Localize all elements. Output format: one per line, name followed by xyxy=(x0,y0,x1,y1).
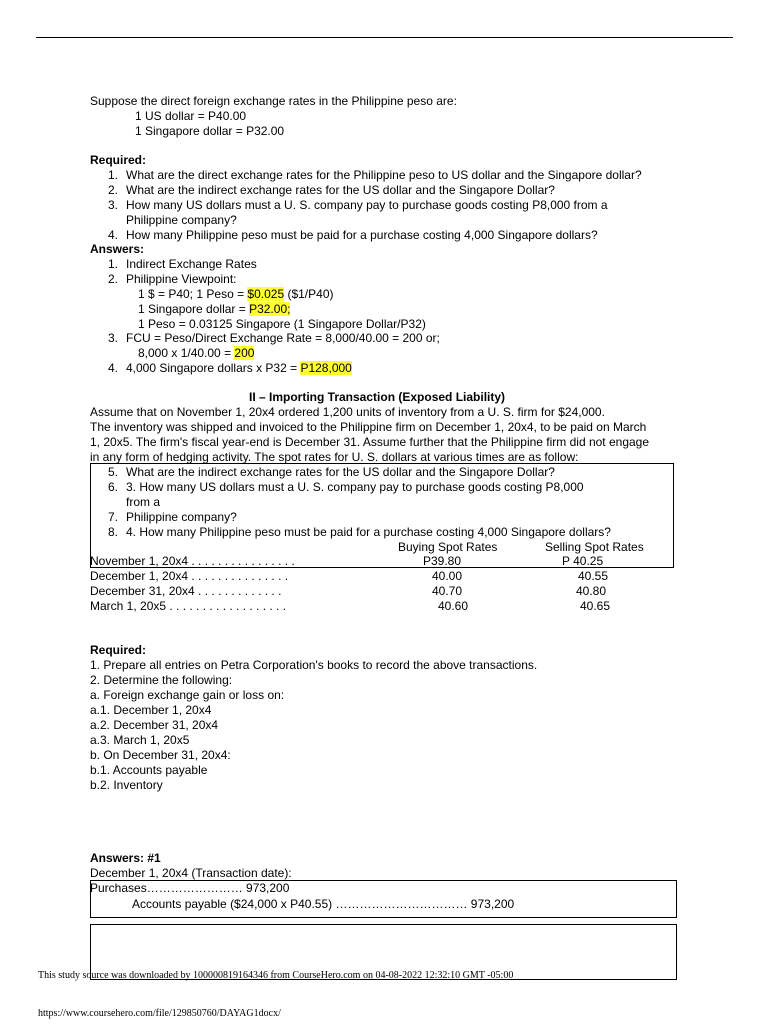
answer-item: 1. Indirect Exchange Rates xyxy=(107,257,257,271)
section-title: II – Importing Transaction (Exposed Liability) xyxy=(249,390,506,404)
required-line: a.3. March 1, 20x5 xyxy=(90,733,190,747)
rate-sell: P 40.25 xyxy=(562,554,604,568)
journal-credit: Accounts payable ($24,000 x P40.55) …………………………… 973,200 xyxy=(132,897,515,911)
paragraph-line: 1, 20x5. The firm's fiscal year-end is December 31. Assume further that the Philippine firm did not engage xyxy=(90,435,650,449)
highlight: $0.025 xyxy=(247,287,285,301)
required-line: 2. Determine the following: xyxy=(90,673,233,687)
answers-heading: Answers: #1 xyxy=(90,851,161,865)
required-item: 1. What are the direct exchange rates for the Philippine peso to US dollar and the Singapore dollar? xyxy=(107,168,642,182)
box-item: from a xyxy=(126,495,161,509)
top-rule xyxy=(36,37,733,38)
rate-buy: 40.70 xyxy=(432,584,463,598)
journal-debit: Purchases…………………… 973,200 xyxy=(90,881,290,895)
rate-date: November 1, 20x4 . . . . . . . . . . . . . . . . xyxy=(90,554,295,568)
intro-rate-usd: 1 US dollar = P40.00 xyxy=(135,109,247,123)
col-header-buying: Buying Spot Rates xyxy=(398,540,498,554)
highlight: 200 xyxy=(234,346,255,360)
rate-sell: 40.65 xyxy=(580,599,611,613)
box-item: 6. 3. How many US dollars must a U. S. company pay to purchase goods costing P8,000 xyxy=(107,480,584,494)
paragraph-line: in any form of hedging activity. The spot rates for U. S. dollars at various times are as follow: xyxy=(90,450,579,464)
rate-date: December 31, 20x4 . . . . . . . . . . . . . xyxy=(90,584,282,598)
rate-buy: 40.60 xyxy=(438,599,469,613)
rate-buy: 40.00 xyxy=(432,569,463,583)
source-url[interactable]: https://www.coursehero.com/file/129850760/DAYAG1docx/ xyxy=(38,1008,281,1019)
answer-line: 8,000 x 1/40.00 = 200 xyxy=(138,346,255,360)
required-item: 3. How many US dollars must a U. S. company pay to purchase goods costing P8,000 from a xyxy=(107,198,608,212)
rate-buy: P39.80 xyxy=(423,554,462,568)
rate-date: March 1, 20x5 . . . . . . . . . . . . . . . . . . xyxy=(90,599,287,613)
highlight: P32.00; xyxy=(249,302,291,316)
highlight: P128,000 xyxy=(300,361,352,375)
col-header-selling: Selling Spot Rates xyxy=(545,540,644,554)
download-notice: This study source was downloaded by 100000819164346 from CourseHero.com on 04-08-2022 12:32:10 GMT -05:00 xyxy=(38,970,514,981)
journal-date: December 1, 20x4 (Transaction date): xyxy=(90,866,292,880)
answer-item: 3. FCU = Peso/Direct Exchange Rate = 8,000/40.00 = 200 or; xyxy=(107,331,440,345)
required-line: a. Foreign exchange gain or loss on: xyxy=(90,688,285,702)
required-heading: Required: xyxy=(90,643,147,657)
answer-line: 1 Singapore dollar = P32.00; xyxy=(138,302,291,316)
intro-rate-sgd: 1 Singapore dollar = P32.00 xyxy=(135,124,285,138)
answers-heading: Answers: xyxy=(90,242,145,256)
required-line: a.2. December 31, 20x4 xyxy=(90,718,219,732)
answer-line: 1 Peso = 0.03125 Singapore (1 Singapore Dollar/P32) xyxy=(138,317,426,331)
required-line: b.2. Inventory xyxy=(90,778,163,792)
required-line: a.1. December 1, 20x4 xyxy=(90,703,212,717)
required-item: 4. How many Philippine peso must be paid for a purchase costing 4,000 Singapore dollars? xyxy=(107,228,598,242)
answer-item: 4. 4,000 Singapore dollars x P32 = P128,000 xyxy=(107,361,352,375)
answer-item: 2. Philippine Viewpoint: xyxy=(107,272,237,286)
intro-text: Suppose the direct foreign exchange rates in the Philippine peso are: xyxy=(90,94,457,108)
required-heading: Required: xyxy=(90,153,147,167)
required-line: b.1. Accounts payable xyxy=(90,763,208,777)
required-line: b. On December 31, 20x4: xyxy=(90,748,231,762)
box-item: 7. Philippine company? xyxy=(107,510,237,524)
required-item: Philippine company? xyxy=(126,213,237,227)
required-item: 2. What are the indirect exchange rates for the US dollar and the Singapore Dollar? xyxy=(107,183,555,197)
answer-line: 1 $ = P40; 1 Peso = $0.025 ($1/P40) xyxy=(138,287,334,301)
paragraph-line: The inventory was shipped and invoiced to the Philippine firm on December 1, 20x4, to be paid on March xyxy=(90,420,647,434)
rate-date: December 1, 20x4 . . . . . . . . . . . . . . . xyxy=(90,569,289,583)
required-line: 1. Prepare all entries on Petra Corporation's books to record the above transactions. xyxy=(90,658,538,672)
box-item: 8. 4. How many Philippine peso must be paid for a purchase costing 4,000 Singapore dollars? xyxy=(107,525,611,539)
paragraph-line: Assume that on November 1, 20x4 ordered 1,200 units of inventory from a U. S. firm for $24,000. xyxy=(90,405,605,419)
box-item: 5. What are the indirect exchange rates for the US dollar and the Singapore Dollar? xyxy=(107,465,555,479)
rate-sell: 40.55 xyxy=(578,569,609,583)
rate-sell: 40.80 xyxy=(576,584,607,598)
